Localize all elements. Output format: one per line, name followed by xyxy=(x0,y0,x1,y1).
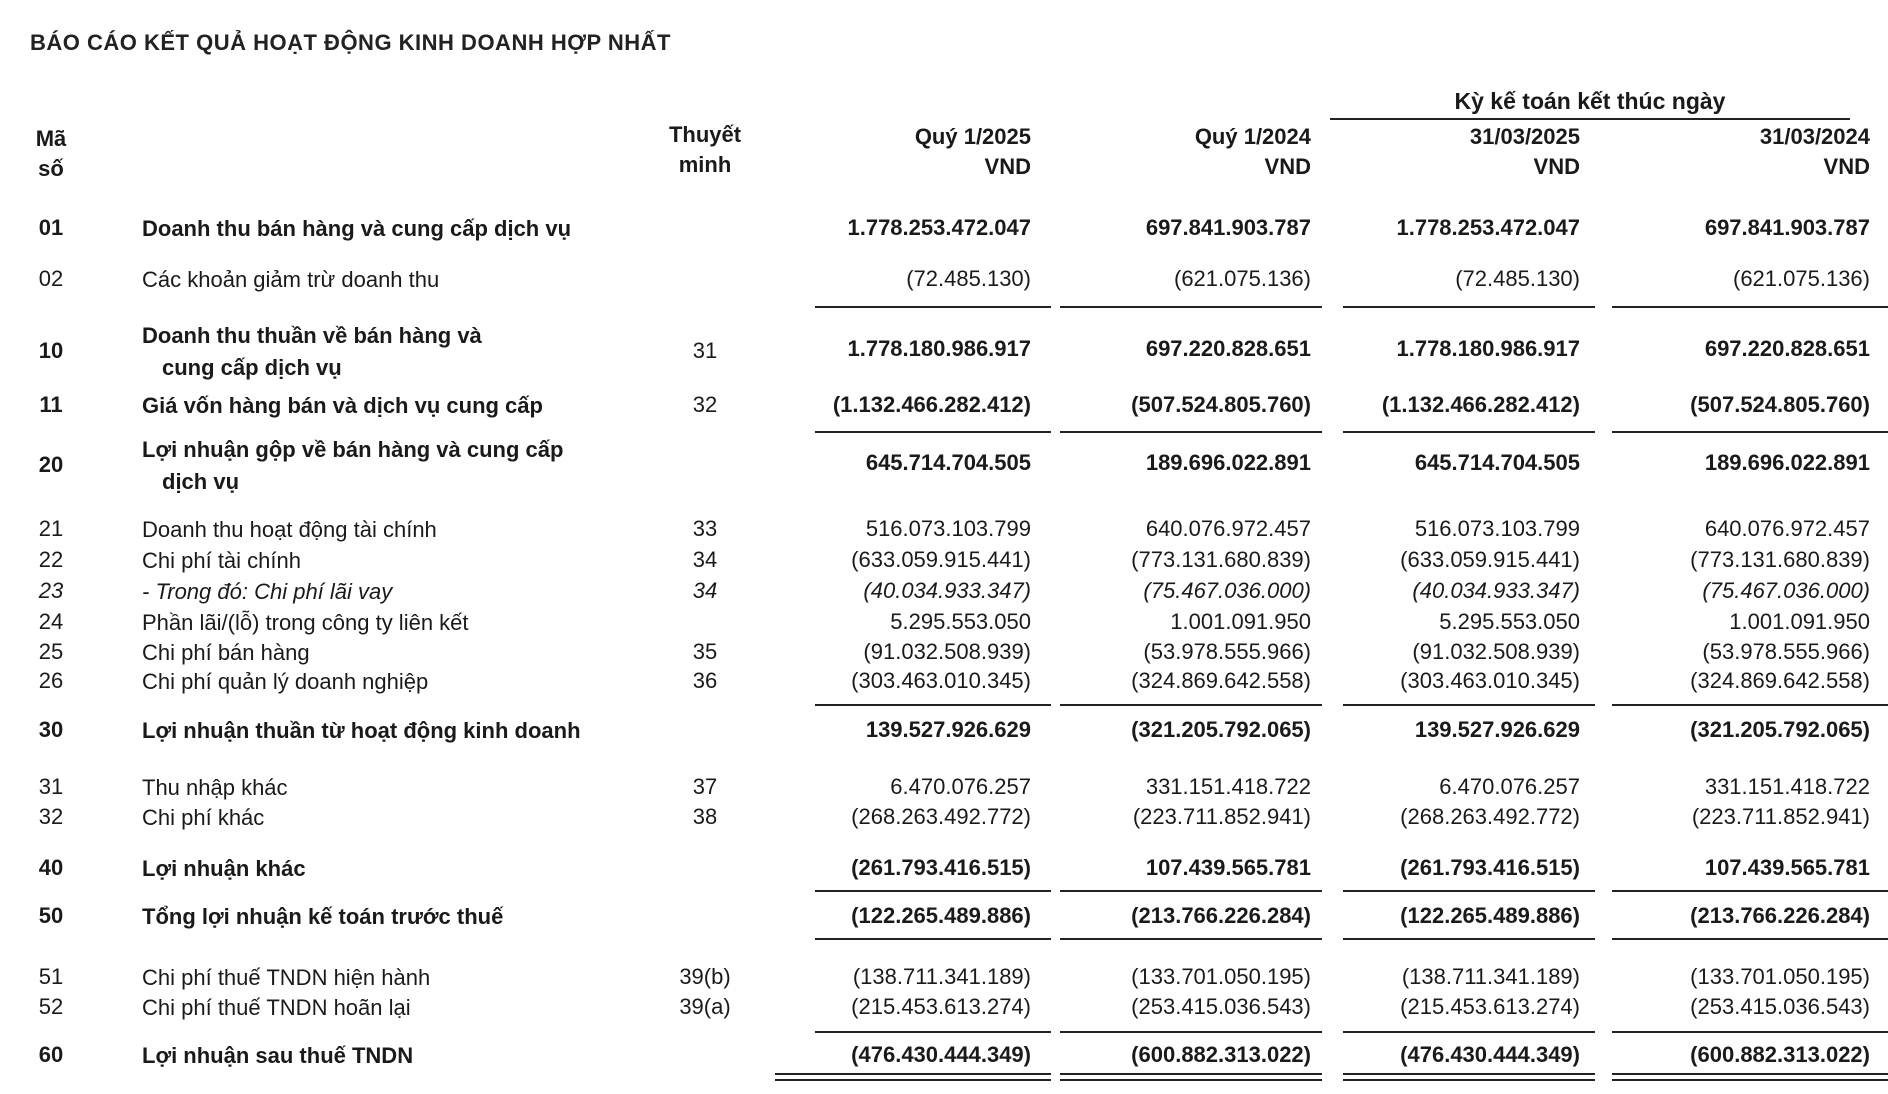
row-value-q1-2024: (223.711.852.941) xyxy=(1132,804,1311,829)
row-code: 50 xyxy=(38,903,64,928)
row-value-ytd-2024: (321.205.792.065) xyxy=(1690,717,1870,742)
table-row xyxy=(0,802,1888,832)
row-code: 24 xyxy=(38,609,64,634)
row-value-q1-2024: (213.766.226.284) xyxy=(1131,903,1311,928)
row-label: Lợi nhuận khác xyxy=(142,856,306,881)
row-label: Lợi nhuận sau thuế TNDN xyxy=(142,1043,414,1068)
row-value-q1-2025: (91.032.508.939) xyxy=(863,639,1031,664)
row-note: 33 xyxy=(692,516,718,541)
row-value-q1-2024: 697.220.828.651 xyxy=(1145,336,1311,361)
row-label: Thu nhập khác xyxy=(142,775,288,800)
row-value-q1-2024: (321.205.792.065) xyxy=(1131,717,1311,742)
row-code: 25 xyxy=(38,639,64,664)
row-code: 32 xyxy=(38,804,64,829)
row-label: Doanh thu hoạt động tài chính xyxy=(142,517,437,542)
row-value-ytd-2025: 1.778.253.472.047 xyxy=(1396,215,1580,240)
row-code: 01 xyxy=(38,215,64,240)
row-value-q1-2024: (773.131.680.839) xyxy=(1131,547,1311,572)
header-col-q1-2025-title: Quý 1/2025 xyxy=(914,124,1031,149)
row-code: 40 xyxy=(38,855,64,880)
total-double-rule xyxy=(1612,1073,1888,1081)
row-value-q1-2025: (122.265.489.886) xyxy=(851,903,1031,928)
row-value-ytd-2025: 139.527.926.629 xyxy=(1414,717,1580,742)
subtotal-rule xyxy=(815,431,1051,433)
row-note: 39(a) xyxy=(679,994,731,1019)
row-value-q1-2025: (476.430.444.349) xyxy=(851,1042,1031,1067)
row-note: 34 xyxy=(692,547,718,572)
row-value-ytd-2024: 331.151.418.722 xyxy=(1704,774,1870,799)
row-value-q1-2025: 1.778.180.986.917 xyxy=(847,336,1031,361)
row-value-ytd-2025: (268.263.492.772) xyxy=(1400,804,1580,829)
row-value-ytd-2025: (1.132.466.282.412) xyxy=(1381,392,1580,417)
row-value-ytd-2025: (122.265.489.886) xyxy=(1400,903,1580,928)
subtotal-rule xyxy=(815,890,1051,892)
table-row xyxy=(0,213,1888,243)
row-code: 51 xyxy=(38,964,64,989)
row-value-ytd-2024: 697.220.828.651 xyxy=(1704,336,1870,361)
subtotal-rule xyxy=(1343,431,1595,433)
subtotal-rule xyxy=(1060,704,1322,706)
table-row xyxy=(0,853,1888,883)
header-col-ytd-2025-unit: VND xyxy=(1533,154,1580,179)
row-code: 31 xyxy=(38,774,64,799)
table-row xyxy=(0,637,1888,667)
row-value-q1-2024: 1.001.091.950 xyxy=(1170,609,1311,634)
total-double-rule xyxy=(1060,1073,1322,1081)
header-note xyxy=(650,120,760,180)
row-value-ytd-2024: 189.696.022.891 xyxy=(1704,450,1870,475)
row-value-ytd-2025: (40.034.933.347) xyxy=(1412,578,1580,603)
row-value-ytd-2024: 107.439.565.781 xyxy=(1704,855,1870,880)
row-note: 36 xyxy=(692,668,718,693)
table-row xyxy=(0,772,1888,802)
row-label-line1: Lợi nhuận gộp về bán hàng và cung cấp xyxy=(142,437,564,462)
subtotal-rule xyxy=(1060,431,1322,433)
row-note: 32 xyxy=(692,392,718,417)
row-value-ytd-2025: (91.032.508.939) xyxy=(1412,639,1580,664)
row-value-q1-2025: (1.132.466.282.412) xyxy=(832,392,1031,417)
row-value-ytd-2025: 516.073.103.799 xyxy=(1414,516,1580,541)
row-value-ytd-2024: (75.467.036.000) xyxy=(1702,578,1870,603)
row-value-q1-2025: (40.034.933.347) xyxy=(863,578,1031,603)
table-row xyxy=(0,1040,1888,1070)
row-label: Chi phí bán hàng xyxy=(142,640,310,665)
period-group-label: Kỳ kế toán kết thúc ngày xyxy=(1454,88,1726,114)
row-value-q1-2025: (303.463.010.345) xyxy=(851,668,1031,693)
total-double-rule xyxy=(1343,1073,1595,1081)
row-value-q1-2025: (72.485.130) xyxy=(906,266,1031,291)
row-value-q1-2025: 516.073.103.799 xyxy=(865,516,1031,541)
row-value-q1-2025: 139.527.926.629 xyxy=(865,717,1031,742)
row-value-ytd-2025: 645.714.704.505 xyxy=(1414,450,1580,475)
row-value-q1-2025: 5.295.553.050 xyxy=(890,609,1031,634)
row-value-ytd-2024: (621.075.136) xyxy=(1733,266,1870,291)
row-code: 02 xyxy=(38,266,64,291)
subtotal-rule xyxy=(1612,306,1888,308)
table-row xyxy=(0,715,1888,745)
row-code: 10 xyxy=(38,338,64,363)
row-label: Các khoản giảm trừ doanh thu xyxy=(142,267,440,292)
row-value-ytd-2024: (600.882.313.022) xyxy=(1690,1042,1870,1067)
subtotal-rule xyxy=(815,1031,1051,1033)
table-row xyxy=(0,390,1888,420)
row-label: Giá vốn hàng bán và dịch vụ cung cấp xyxy=(142,393,543,418)
row-label: - Trong đó: Chi phí lãi vay xyxy=(142,579,393,604)
row-code: 60 xyxy=(38,1042,64,1067)
header-code xyxy=(20,124,82,184)
row-value-q1-2024: (600.882.313.022) xyxy=(1131,1042,1311,1067)
row-value-q1-2024: 189.696.022.891 xyxy=(1145,450,1311,475)
report-title: BÁO CÁO KẾT QUẢ HOẠT ĐỘNG KINH DOANH HỢP NHẤT xyxy=(30,30,671,55)
row-value-q1-2025: (261.793.416.515) xyxy=(851,855,1031,880)
row-value-q1-2024: (621.075.136) xyxy=(1174,266,1311,291)
row-value-ytd-2024: 1.001.091.950 xyxy=(1729,609,1870,634)
row-note: 37 xyxy=(692,774,718,799)
header-col-q1-2024-title: Quý 1/2024 xyxy=(1194,124,1311,149)
row-code: 20 xyxy=(38,452,64,477)
row-value-ytd-2025: (261.793.416.515) xyxy=(1400,855,1580,880)
row-value-ytd-2024: (324.869.642.558) xyxy=(1690,668,1870,693)
table-row xyxy=(0,264,1888,294)
row-value-ytd-2025: (72.485.130) xyxy=(1455,266,1580,291)
subtotal-rule xyxy=(1612,431,1888,433)
row-code: 21 xyxy=(38,516,64,541)
row-label xyxy=(142,320,642,384)
header-code-line2: số xyxy=(38,156,64,181)
row-code: 11 xyxy=(39,392,63,417)
header-col-q1-2024 xyxy=(1060,122,1311,182)
row-label-line2: cung cấp dịch vụ xyxy=(162,355,342,380)
header-note-line1: Thuyết xyxy=(668,122,742,147)
header-code-line1: Mã xyxy=(35,126,67,151)
subtotal-rule xyxy=(815,306,1051,308)
row-value-q1-2024: 107.439.565.781 xyxy=(1145,855,1311,880)
period-group-rule xyxy=(1330,118,1850,120)
row-code: 30 xyxy=(38,717,64,742)
subtotal-rule xyxy=(1612,704,1888,706)
row-note: 38 xyxy=(692,804,718,829)
row-value-ytd-2024: (773.131.680.839) xyxy=(1690,547,1870,572)
subtotal-rule xyxy=(1060,938,1322,940)
row-value-q1-2025: (215.453.613.274) xyxy=(851,994,1031,1019)
row-label-line2: dịch vụ xyxy=(162,469,240,494)
row-value-q1-2025: 645.714.704.505 xyxy=(865,450,1031,475)
row-label: Tổng lợi nhuận kế toán trước thuế xyxy=(142,904,504,929)
row-value-q1-2025: 6.470.076.257 xyxy=(890,774,1031,799)
header-col-ytd-2024 xyxy=(1600,122,1870,182)
row-label: Chi phí thuế TNDN hoãn lại xyxy=(142,995,411,1020)
table-row xyxy=(0,901,1888,931)
total-double-rule xyxy=(775,1073,1051,1081)
table-row xyxy=(0,320,1888,380)
row-value-q1-2024: (53.978.555.966) xyxy=(1143,639,1311,664)
row-label: Chi phí tài chính xyxy=(142,548,301,573)
header-col-q1-2025-unit: VND xyxy=(984,154,1031,179)
row-note: 39(b) xyxy=(679,964,731,989)
row-value-q1-2025: (268.263.492.772) xyxy=(851,804,1031,829)
row-value-q1-2024: 640.076.972.457 xyxy=(1145,516,1311,541)
subtotal-rule xyxy=(1343,890,1595,892)
subtotal-rule xyxy=(1060,306,1322,308)
table-row xyxy=(0,992,1888,1022)
header-col-ytd-2024-unit: VND xyxy=(1823,154,1870,179)
row-value-ytd-2024: (507.524.805.760) xyxy=(1690,392,1870,417)
row-code: 23 xyxy=(38,578,64,603)
subtotal-rule xyxy=(1343,704,1595,706)
table-row xyxy=(0,576,1888,606)
row-note: 35 xyxy=(692,639,718,664)
row-label: Chi phí quản lý doanh nghiệp xyxy=(142,669,429,694)
table-row xyxy=(0,962,1888,992)
row-value-q1-2024: (133.701.050.195) xyxy=(1131,964,1311,989)
row-label: Chi phí thuế TNDN hiện hành xyxy=(142,965,431,990)
header-col-q1-2025 xyxy=(780,122,1031,182)
row-code: 22 xyxy=(38,547,64,572)
row-label: Chi phí khác xyxy=(142,805,265,830)
header-note-line2: minh xyxy=(678,152,732,177)
row-value-ytd-2025: 1.778.180.986.917 xyxy=(1396,336,1580,361)
table-row xyxy=(0,545,1888,575)
subtotal-rule xyxy=(1612,938,1888,940)
subtotal-rule xyxy=(1343,306,1595,308)
header-col-ytd-2025-title: 31/03/2025 xyxy=(1469,124,1580,149)
table-row xyxy=(0,434,1888,496)
row-note: 31 xyxy=(692,338,718,363)
row-value-q1-2025: (138.711.341.189) xyxy=(852,964,1031,989)
row-value-ytd-2024: (223.711.852.941) xyxy=(1691,804,1870,829)
subtotal-rule xyxy=(1612,1031,1888,1033)
subtotal-rule xyxy=(1343,1031,1595,1033)
row-note: 34 xyxy=(692,578,718,603)
row-value-q1-2025: (633.059.915.441) xyxy=(851,547,1031,572)
row-value-q1-2024: 331.151.418.722 xyxy=(1145,774,1311,799)
row-value-q1-2024: (324.869.642.558) xyxy=(1131,668,1311,693)
row-code: 26 xyxy=(38,668,64,693)
row-value-ytd-2024: (253.415.036.543) xyxy=(1690,994,1870,1019)
row-value-ytd-2025: (633.059.915.441) xyxy=(1400,547,1580,572)
subtotal-rule xyxy=(1060,890,1322,892)
row-value-ytd-2025: 6.470.076.257 xyxy=(1439,774,1580,799)
row-value-ytd-2024: (53.978.555.966) xyxy=(1702,639,1870,664)
table-row xyxy=(0,514,1888,544)
row-value-q1-2024: (507.524.805.760) xyxy=(1131,392,1311,417)
row-label-line1: Doanh thu thuần về bán hàng và xyxy=(142,323,482,348)
header-col-q1-2024-unit: VND xyxy=(1264,154,1311,179)
row-label xyxy=(142,434,642,498)
row-value-ytd-2025: (303.463.010.345) xyxy=(1400,668,1580,693)
row-code: 52 xyxy=(38,994,64,1019)
subtotal-rule xyxy=(1343,938,1595,940)
row-label: Phần lãi/(lỗ) trong công ty liên kết xyxy=(142,610,469,635)
row-value-q1-2024: 697.841.903.787 xyxy=(1145,215,1311,240)
row-value-ytd-2025: (476.430.444.349) xyxy=(1400,1042,1580,1067)
subtotal-rule xyxy=(815,704,1051,706)
row-value-ytd-2025: (138.711.341.189) xyxy=(1401,964,1580,989)
row-label: Lợi nhuận thuần từ hoạt động kinh doanh xyxy=(142,718,581,743)
subtotal-rule xyxy=(1060,1031,1322,1033)
row-value-q1-2024: (75.467.036.000) xyxy=(1143,578,1311,603)
row-label: Doanh thu bán hàng và cung cấp dịch vụ xyxy=(142,216,572,241)
table-row xyxy=(0,666,1888,696)
row-value-ytd-2024: 697.841.903.787 xyxy=(1704,215,1870,240)
header-col-ytd-2025 xyxy=(1330,122,1580,182)
header-col-ytd-2024-title: 31/03/2024 xyxy=(1759,124,1870,149)
row-value-ytd-2024: 640.076.972.457 xyxy=(1704,516,1870,541)
subtotal-rule xyxy=(1612,890,1888,892)
row-value-q1-2025: 1.778.253.472.047 xyxy=(847,215,1031,240)
row-value-q1-2024: (253.415.036.543) xyxy=(1131,994,1311,1019)
subtotal-rule xyxy=(815,938,1051,940)
row-value-ytd-2024: (133.701.050.195) xyxy=(1690,964,1870,989)
table-row xyxy=(0,607,1888,637)
row-value-ytd-2025: 5.295.553.050 xyxy=(1439,609,1580,634)
row-value-ytd-2024: (213.766.226.284) xyxy=(1690,903,1870,928)
row-value-ytd-2025: (215.453.613.274) xyxy=(1400,994,1580,1019)
